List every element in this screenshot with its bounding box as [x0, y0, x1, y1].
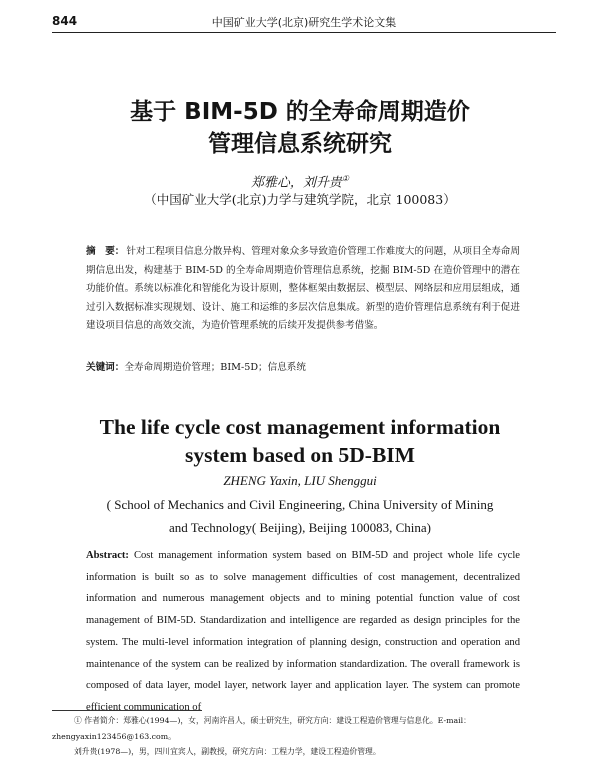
author-footnote-mark[interactable]: ① — [341, 174, 350, 183]
chinese-author-names: 郑雅心，刘升贵 — [250, 175, 342, 191]
page-header — [52, 14, 556, 33]
chinese-keywords-label: 关键词： — [86, 362, 125, 373]
english-title-line-2: system based on 5D-BIM — [185, 443, 415, 467]
english-abstract-text: Cost management information system based on BIM-5D and project whole life cycle information is built so as to solve management difficulties of cost management, decentralized information and numerous management objects and to mining potential function value of cost management of BIM-5D. Standardization and intelligence are regarded as design principles for the system. The multi-level information integration of planning design, construction and operation and maintenance of the system can be realized by information standardization. The overall framework is composed of data layer, model layer, network layer and application layer. The system can promote efficient communication of — [86, 550, 520, 713]
chinese-keywords — [86, 360, 520, 376]
english-abstract-label: Abstract: — [86, 550, 129, 561]
english-title-line-1: The life cycle cost management information — [99, 415, 501, 439]
footnote-1-email[interactable]: zhengyaxin123456@163.com。 — [52, 731, 176, 741]
chinese-authors — [0, 170, 600, 192]
footnote-1 — [52, 713, 556, 744]
footnote-1-mark: ① — [74, 716, 82, 725]
chinese-title-line-1: 基于 BIM-5D 的全寿命周期造价 — [130, 99, 470, 125]
chinese-keywords-text: 全寿命周期造价管理；BIM-5D；信息系统 — [124, 362, 306, 373]
english-title — [0, 413, 600, 469]
footnote-1-text: 作者简介：郑雅心(1994—)，女，河南许昌人，硕士研究生，研究方向：建设工程造价管理与信息化。E-mail： — [84, 716, 471, 725]
english-abstract — [86, 545, 520, 719]
running-title: 中国矿业大学(北京)研究生学术论文集 — [211, 16, 397, 29]
footnotes — [52, 713, 556, 760]
page-number: 844 — [52, 14, 78, 28]
footnote-2-text: 刘升贵(1978—)，男，四川宜宾人，副教授，研究方向：工程力学，建设工程造价管理。 — [74, 747, 381, 756]
chinese-abstract-text: 针对工程项目信息分散异构、管理对象众多导致造价管理工作难度大的问题，从项目全寿命周期信息出发，构建基于 BIM-5D 的全寿命周期造价管理信息系统，挖掘 BIM-5D 在造价管理中的潜在功能价值。系统以标准化和智能化为设计原则，整体框架由数据层、模型层、网络层和应用层组成，通过引入数据标准实现规划、设计、施工和运维的多层次信息集成。新型的造价管理信息系统有利于促进建设项目信息的高效交流，为造价管理系统的后续开发提供参考借鉴。 — [86, 246, 521, 331]
english-affiliation — [0, 493, 600, 539]
chinese-abstract-label: 摘 要： — [86, 246, 125, 257]
english-affiliation-line-2: and Technology( Beijing), Beijing 100083, China) — [168, 520, 432, 535]
footnote-2 — [52, 744, 556, 760]
chinese-affiliation: （中国矿业大学(北京)力学与建筑学院，北京 100083） — [144, 192, 456, 207]
footnote-divider — [52, 710, 202, 711]
chinese-title — [0, 96, 600, 160]
english-affiliation-line-1: ( School of Mechanics and Civil Engineering, China University of Mining — [106, 497, 494, 512]
chinese-title-line-2: 管理信息系统研究 — [208, 131, 392, 157]
chinese-abstract — [86, 243, 520, 336]
english-authors: ZHENG Yaxin, LIU Shenggui — [223, 473, 377, 488]
